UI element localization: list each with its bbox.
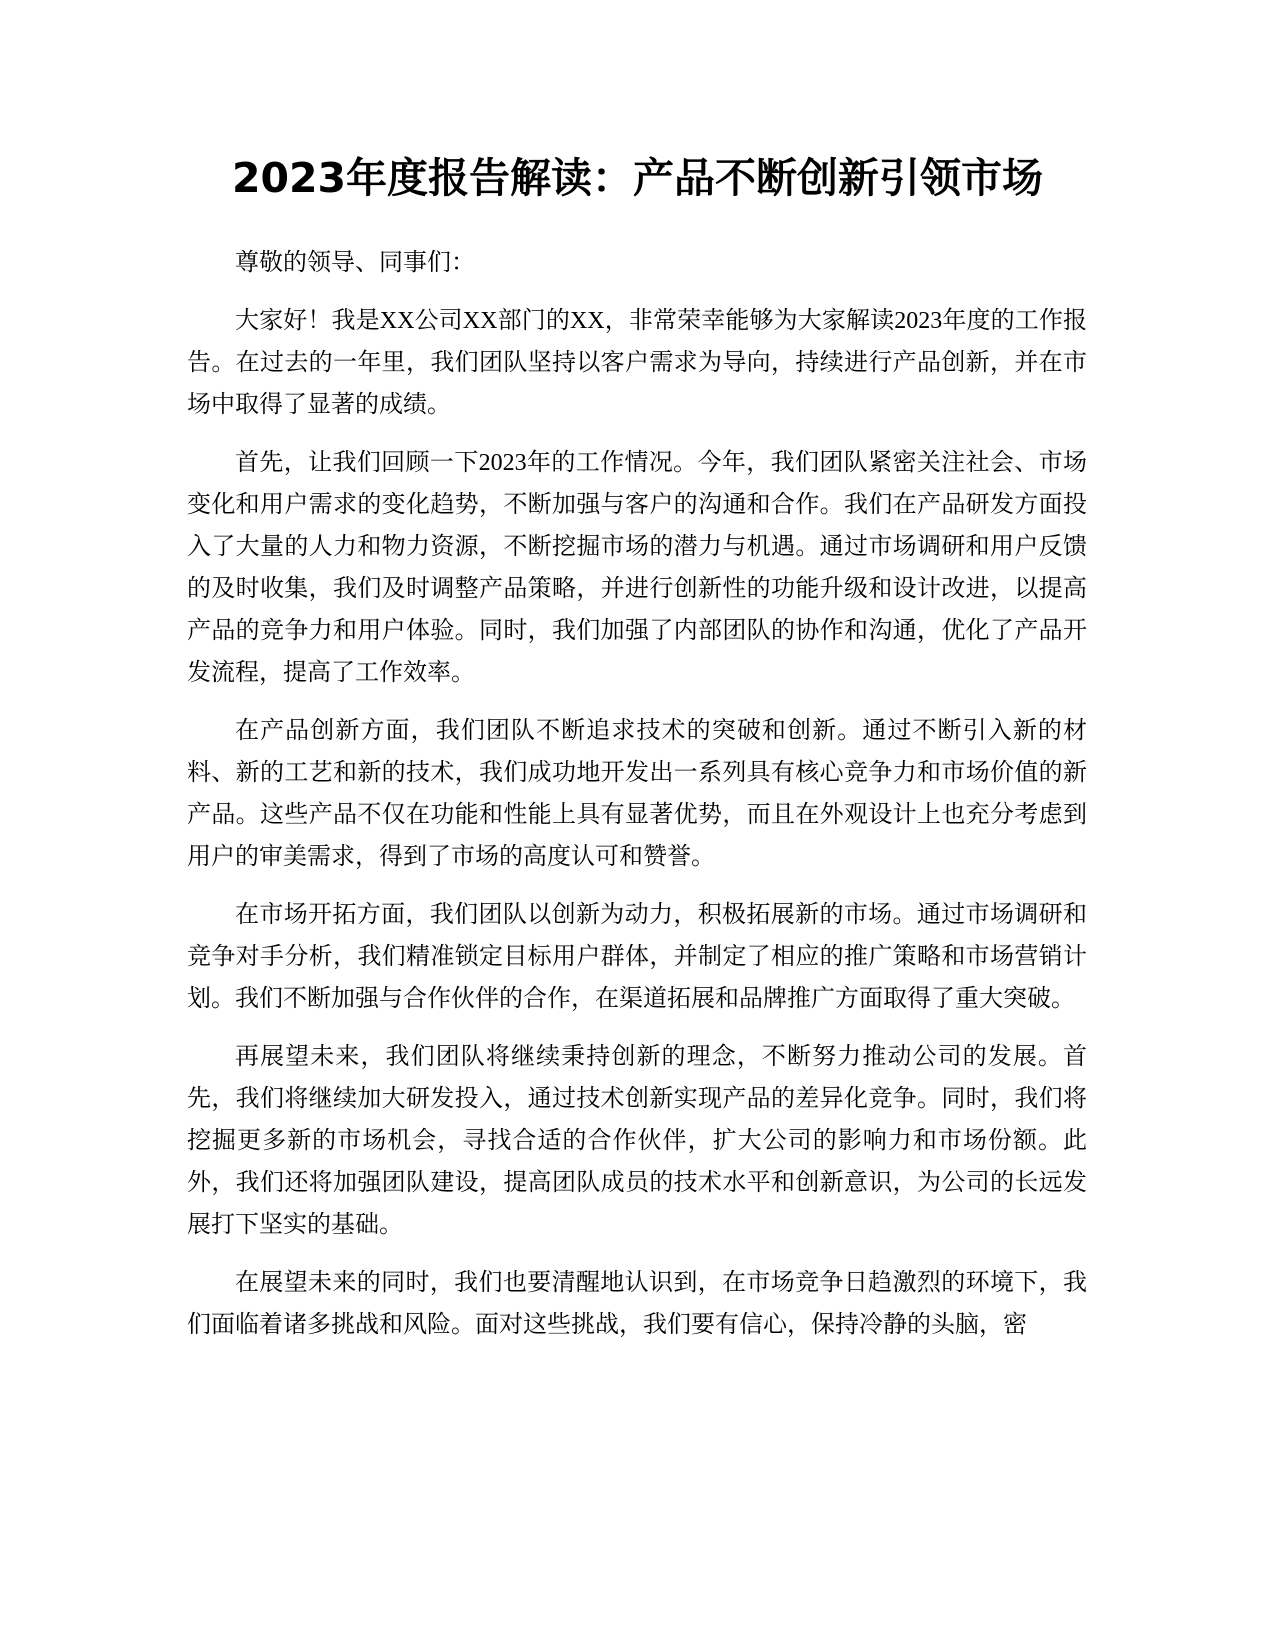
paragraph-review: 首先，让我们回顾一下2023年的工作情况。今年，我们团队紧密关注社会、市场变化和用户需求的变化趋势，不断加强与客户的沟通和合作。我们在产品研发方面投入了大量的人力和物力资源，不断挖掘市场的潜力与机遇。通过市场调研和用户反馈的及时收集，我们及时调整产品策略，并进行创新性的功能升级和设计改进，以提高产品的竞争力和用户体验。同时，我们加强了内部团队的协作和沟通，优化了产品开发流程，提高了工作效率。 [187,450,1087,686]
paragraph-future-outlook: 再展望未来，我们团队将继续秉持创新的理念，不断努力推动公司的发展。首先，我们将继续加大研发投入，通过技术创新实现产品的差异化竞争。同时，我们将挖掘更多新的市场机会，寻找合适的合作伙伴，扩大公司的影响力和市场份额。此外，我们还将加强团队建设，提高团队成员的技术水平和创新意识，为公司的长远发展打下坚实的基础。 [187,1044,1087,1238]
paragraph-product-innovation: 在产品创新方面，我们团队不断追求技术的突破和创新。通过不断引入新的材料、新的工艺和新的技术，我们成功地开发出一系列具有核心竞争力和市场价值的新产品。这些产品不仅在功能和性能上具有显著优势，而且在外观设计上也充分考虑到用户的审美需求，得到了市场的高度认可和赞誉。 [187,718,1087,870]
paragraph-market-expansion: 在市场开拓方面，我们团队以创新为动力，积极拓展新的市场。通过市场调研和竞争对手分析，我们精准锁定目标用户群体，并制定了相应的推广策略和市场营销计划。我们不断加强与合作伙伴的合作，在渠道拓展和品牌推广方面取得了重大突破。 [187,902,1087,1012]
paragraph-greeting: 大家好！我是XX公司XX部门的XX，非常荣幸能够为大家解读2023年度的工作报告。在过去的一年里，我们团队坚持以客户需求为导向，持续进行产品创新，并在市场中取得了显著的成绩。 [187,308,1087,418]
paragraph-salutation: 尊敬的领导、同事们： [235,250,475,276]
document-title: 2023年度报告解读：产品不断创新引领市场 [231,154,1044,202]
paragraph-challenges: 在展望未来的同时，我们也要清醒地认识到，在市场竞争日趋激烈的环境下，我们面临着诸多挑战和风险。面对这些挑战，我们要有信心，保持冷静的头脑，密 [187,1270,1087,1338]
document-body [187,242,1087,1362]
